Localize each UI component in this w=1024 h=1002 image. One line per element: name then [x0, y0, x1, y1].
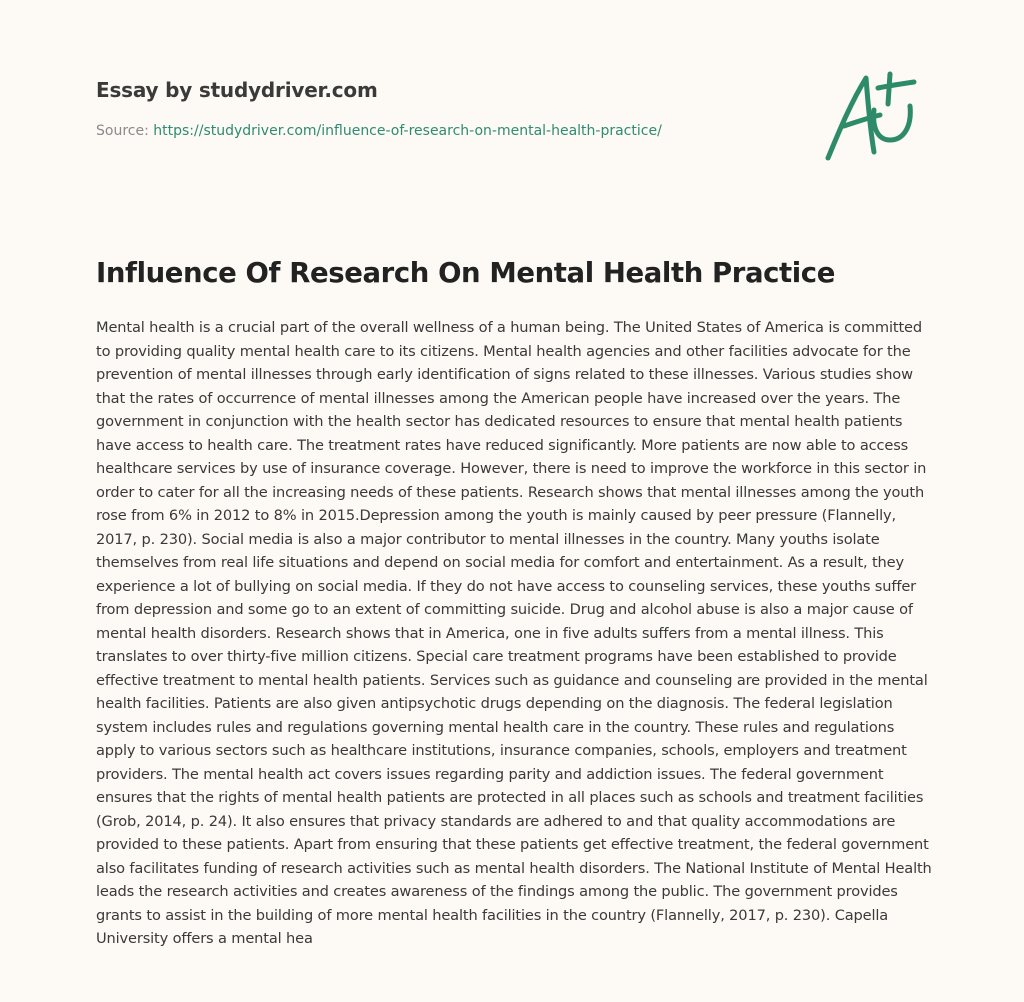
source-line — [96, 121, 796, 141]
source-label: Source: — [96, 123, 154, 139]
page-header — [96, 76, 796, 141]
site-title: Essay by studydriver.com — [96, 78, 378, 102]
essay-body: Mental health is a crucial part of the overall wellness of a human being. The United States of America is committed to providing quality mental health care to its citizens. Mental health agencies and other facilities advocate for the prevention of mental illnesses through early identification of signs related to these illnesses. Various studies show that the rates of occurrence of mental illnesses among the American people have increased over the years. The government in conjunction with the health sector has dedicated resources to ensure that mental health patients have access to health care. The treatment rates have reduced significantly. More patients are now able to access healthcare services by use of insurance coverage. However, there is need to improve the workforce in this sector in order to cater for all the increasing needs of these patients. Research shows that mental illnesses among the youth rose from 6% in 2012 to 8% in 2015.Depression among the youth is mainly caused by peer pressure (Flannelly, 2017, p. 230). Social media is also a major contributor to mental illnesses in the country. Many youths isolate themselves from real life situations and depend on social media for comfort and entertainment. As a result, they experience a lot of bullying on social media. If they do not have access to counseling services, these youths suffer from depression and some go to an extent of committing suicide. Drug and alcohol abuse is also a major cause of mental health disorders. Research shows that in America, one in five adults suffers from a mental illness. This translates to over thirty-five million citizens. Special care treatment programs have been established to provide effective treatment to mental health patients. Services such as guidance and counseling are provided in the mental health facilities. Patients are also given antipsychotic drugs depending on the diagnosis. The federal legislation system includes rules and regulations governing mental health care in the country. These rules and regulations apply to various sectors such as healthcare institutions, insurance companies, schools, employers and treatment providers. The mental health act covers issues regarding parity and addiction issues. The federal government ensures that the rights of mental health patients are protected in all places such as schools and treatment facilities (Grob, 2014, p. 24). It also ensures that privacy standards are adhered to and that quality accommodations are provided to these patients. Apart from ensuring that these patients get effective treatment, the federal government also facilitates funding of research activities such as mental health disorders. The National Institute of Mental Health leads the research activities and creates awareness of the findings among the public. The government provides grants to assist in the building of more mental health facilities in the country (Flannelly, 2017, p. 230). Capella University offers a mental hea — [96, 319, 932, 947]
source-link[interactable]: https://studydriver.com/influence-of-research-on-mental-health-practice/ — [153, 123, 662, 139]
a-plus-grade-icon — [822, 68, 932, 164]
essay-title: Influence Of Research On Mental Health Practice — [96, 257, 835, 289]
